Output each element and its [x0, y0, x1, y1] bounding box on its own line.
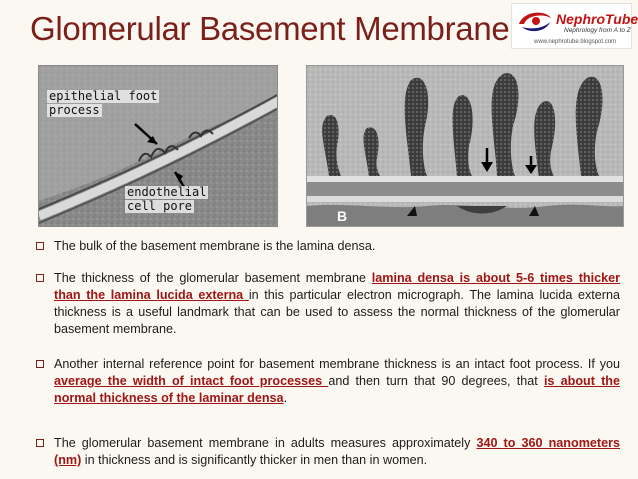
highlighted-phrase: 340 to 360 nanometers (nm)	[54, 436, 620, 467]
panel-letter-b: B	[337, 208, 348, 224]
logo-name: NephroTube	[556, 11, 638, 27]
label-epithelial-line1: epithelial foot	[49, 89, 158, 103]
bullet-item-3	[36, 356, 620, 407]
highlighted-phrase: is about the normal thickness of the laminar densa	[54, 374, 620, 405]
label-epithelial-line2: process	[49, 103, 100, 117]
label-endothelial-line2: cell pore	[127, 199, 193, 213]
nephrotube-logo	[511, 3, 638, 49]
label-endothelial-line1: endothelial	[127, 185, 207, 199]
bullet-item-4	[36, 435, 620, 469]
bullet-phrase: The glomerular basement membrane in adults measures approximately	[54, 436, 477, 450]
bullet-phrase: and then turn that 90 degrees, that	[328, 374, 544, 388]
bullet-text	[54, 238, 620, 255]
bullet-item-2	[36, 270, 620, 338]
highlighted-phrase: average the width of intact foot processes	[54, 374, 329, 388]
square-bullet-icon	[36, 360, 44, 368]
micrograph-left	[38, 65, 278, 227]
bullet-text	[54, 435, 620, 469]
slide-title: Glomerular Basement Membrane	[30, 10, 510, 47]
bullet-text	[54, 270, 620, 338]
micrograph-right-drawing	[307, 66, 624, 227]
bullet-phrase: The bulk of the basement membrane is the lamina densa.	[54, 239, 376, 253]
bullet-phrase: Another internal reference point for basement membrane thickness is an intact foot process. If you	[54, 357, 620, 371]
square-bullet-icon	[36, 274, 44, 282]
square-bullet-icon	[36, 242, 44, 250]
bullet-phrase: .	[283, 391, 288, 405]
bullet-phrase: The thickness of the glomerular basement membrane	[54, 271, 372, 285]
logo-url: www.nephrotube.blogspot.com	[534, 39, 617, 45]
bullet-text	[54, 356, 620, 407]
kidney-swirl-icon	[516, 8, 554, 36]
bullet-phrase: in this particular electron micrograph. The lamina lucida externa thickness is a useful landmark that can be used to assess the normal thickness of the glomerular basement membrane.	[54, 288, 621, 336]
logo-tagline: Nephrology from A to Z	[564, 27, 631, 34]
highlighted-phrase: lamina densa is about 5-6 times thicker than the lamina lucida externa	[54, 271, 620, 302]
bullet-item-1	[36, 238, 620, 255]
bullet-phrase: in thickness and is significantly thicker in men than in women.	[81, 453, 428, 467]
micrograph-right	[306, 65, 624, 227]
square-bullet-icon	[36, 439, 44, 447]
